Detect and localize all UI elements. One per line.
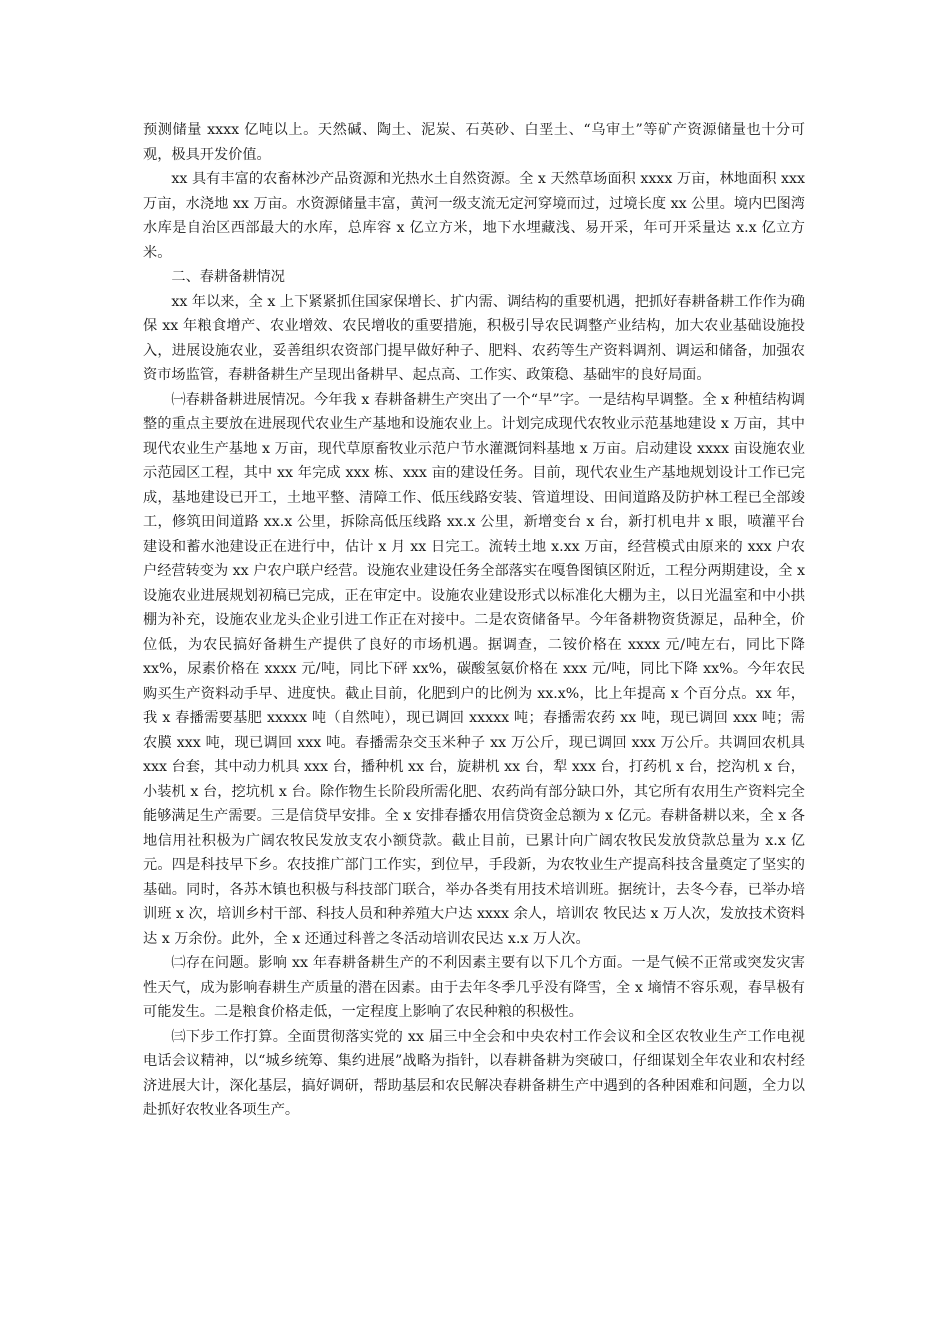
section-heading-spring-plowing: 二、春耕备耕情况 — [171, 269, 285, 285]
document-body — [143, 118, 805, 1123]
paragraph-spring-plowing-overview: xx 年以来，全 x 上下紧紧抓住国家保增长、扩内需、调结构的重要机遇，把抓好春耕备耕工作作为确保 xx 年粮食增产、农业增效、农民增收的重要措施，积极引导农民调整产业结构，加大农业基础设施投入，进展设施农业，妥善组织农资部门提早做好种子、肥料、农药等生产资料调剂、调运和储备，加强农资市场监管，春耕备耕生产呈现出备耕早、起点高、工作实、政策稳、基础牢的良好局面。 — [143, 293, 805, 383]
paragraph-next-steps: ㈢下步工作打算。全面贯彻落实党的 xx 届三中全会和中央农村工作会议和全区农牧业生产工作电视电话会议精神，以“城乡统筹、集约进展”战略为指针，以春耕备耕为突破口，仔细谋划全年农业和农村经济进展大计，深化基层，搞好调研，帮助基层和农民解决春耕备耕生产中遇到的各种困难和问题，全力以赴抓好农牧业各项生产。 — [143, 1028, 805, 1118]
paragraph-progress: ㈠春耕备耕进展情况。今年我 x 春耕备耕生产突出了一个“早”字。一是结构早调整。全 x 种植结构调整的重点主要放在进展现代农业生产基地和设施农业上。计划完成现代农牧业示范基地建设 x 万亩，其中现代农业生产基地 x 万亩，现代草原畜牧业示范户节水灌溉饲料基地 x 万亩。启动建设 xxxx 亩设施农业示范园区工程，其中 xx 年完成 xxx 栋、xxx 亩的建设任务。目前，现代农业生产基地规划设计工作已完成，基地建设已开工，土地平整、清障工作、低压线路安装、管道埋设、田间道路及防护林工程已全部竣工，修筑田间道路 xx.x 公里，拆除高低压线路 xx.x 公里，新增变台 x 台，新打机电井 x 眼，喷灌平台建设和蓄水池建设正在进行中，估计 x 月 xx 日完工。流转土地 x.xx 万亩，经营模式由原来的 xxx 户农户经营转变为 xx 户农户联户经营。设施农业建设任务全部落实在嘎鲁图镇区附近，工程分两期建设，全 x 设施农业进展规划初稿已完成，正在审定中。设施农业建设形式以标准化大棚为主，以日光温室和中小拱棚为补充，设施农业龙头企业引进工作正在对接中。二是农资储备早。今年备耕物资货源足，品种全，价位低，为农民搞好备耕生产提供了良好的市场机遇。据调查，二铵价格在 xxxx 元/吨左右，同比下降 xx%，尿素价格在 xxxx 元/吨，同比下砰 xx%，碳酸氢氨价格在 xxx 元/吨，同比下降 xx%。今年农民购买生产资料动手早、进度快。截止目前，化肥到户的比例为 xx.x%，比上年提高 x 个百分点。xx 年，我 x 春播需要基肥 xxxxx 吨（自然吨），现已调回 xxxxx 吨；春播需农药 xx 吨，现已调回 xxx 吨；需农膜 xxx 吨，现已调回 xxx 吨。春播需杂交玉米种子 xx 万公斤，现已调回 xxx 万公斤。共调回农机具 xxx 台套，其中动力机具 xxx 台，播种机 xx 台，旋耕机 xx 台，犁 xxx 台，打药机 x 台，挖沟机 x 台，小装机 x 台，挖坑机 x 台。除作物生长阶段所需化肥、农药尚有部分缺口外，其它所有农用生产资料完全能够满足生产需要。三是信贷早安排。全 x 安排春播农用信贷资金总额为 x 亿元。春耕备耕以来，全 x 各地信用社积极为广阔农牧民发放支农小额贷款。截止目前，已累计向广阔农牧民发放贷款总量为 x.x 亿元。四是科技早下乡。农技推广部门工作实，到位早，手段新，为农牧业生产提高科技含量奠定了坚实的基础。同时，各苏木镇也积极与科技部门联合，举办各类有用技术培训班。据统计，去冬今春，已举办培训班 x 次，培训乡村干部、科技人员和种养殖大户达 xxxx 余人，培训农 牧民达 x 万人次，发放技术资料达 x 万余份。此外，全 x 还通过科普之冬活动培训农民达 x.x 万人次。 — [143, 391, 805, 947]
paragraph-natural-resources: xx 具有丰富的农畜林沙产品资源和光热水土自然资源。全 x 天然草场面积 xxxx 万亩，林地面积 xxx 万亩，水浇地 xx 万亩。水资源储量丰富，黄河一级支流无定河穿境而过，过境长度 xx 公里。境内巴图湾水库是自治区西部最大的水库，总库容 x 亿立方米，地下水埋藏浅、易开采，年可开采量达 x.x 亿立方米。 — [143, 171, 805, 261]
paragraph-mineral-reserves: 预测储量 xxxx 亿吨以上。天然碱、陶土、泥炭、石英砂、白垩土、“乌审土”等矿产资源储量也十分可观，极具开发价值。 — [143, 122, 805, 163]
paragraph-problems: ㈡存在问题。影响 xx 年春耕备耕生产的不利因素主要有以下几个方面。一是气候不正常或突发灾害性天气，成为影响春耕生产质量的潜在因素。由于去年冬季几乎没有降雪，全 x 墒情不容乐观，春旱极有可能发生。二是粮食价格走低，一定程度上影响了农民种粮的积极性。 — [143, 955, 805, 1020]
